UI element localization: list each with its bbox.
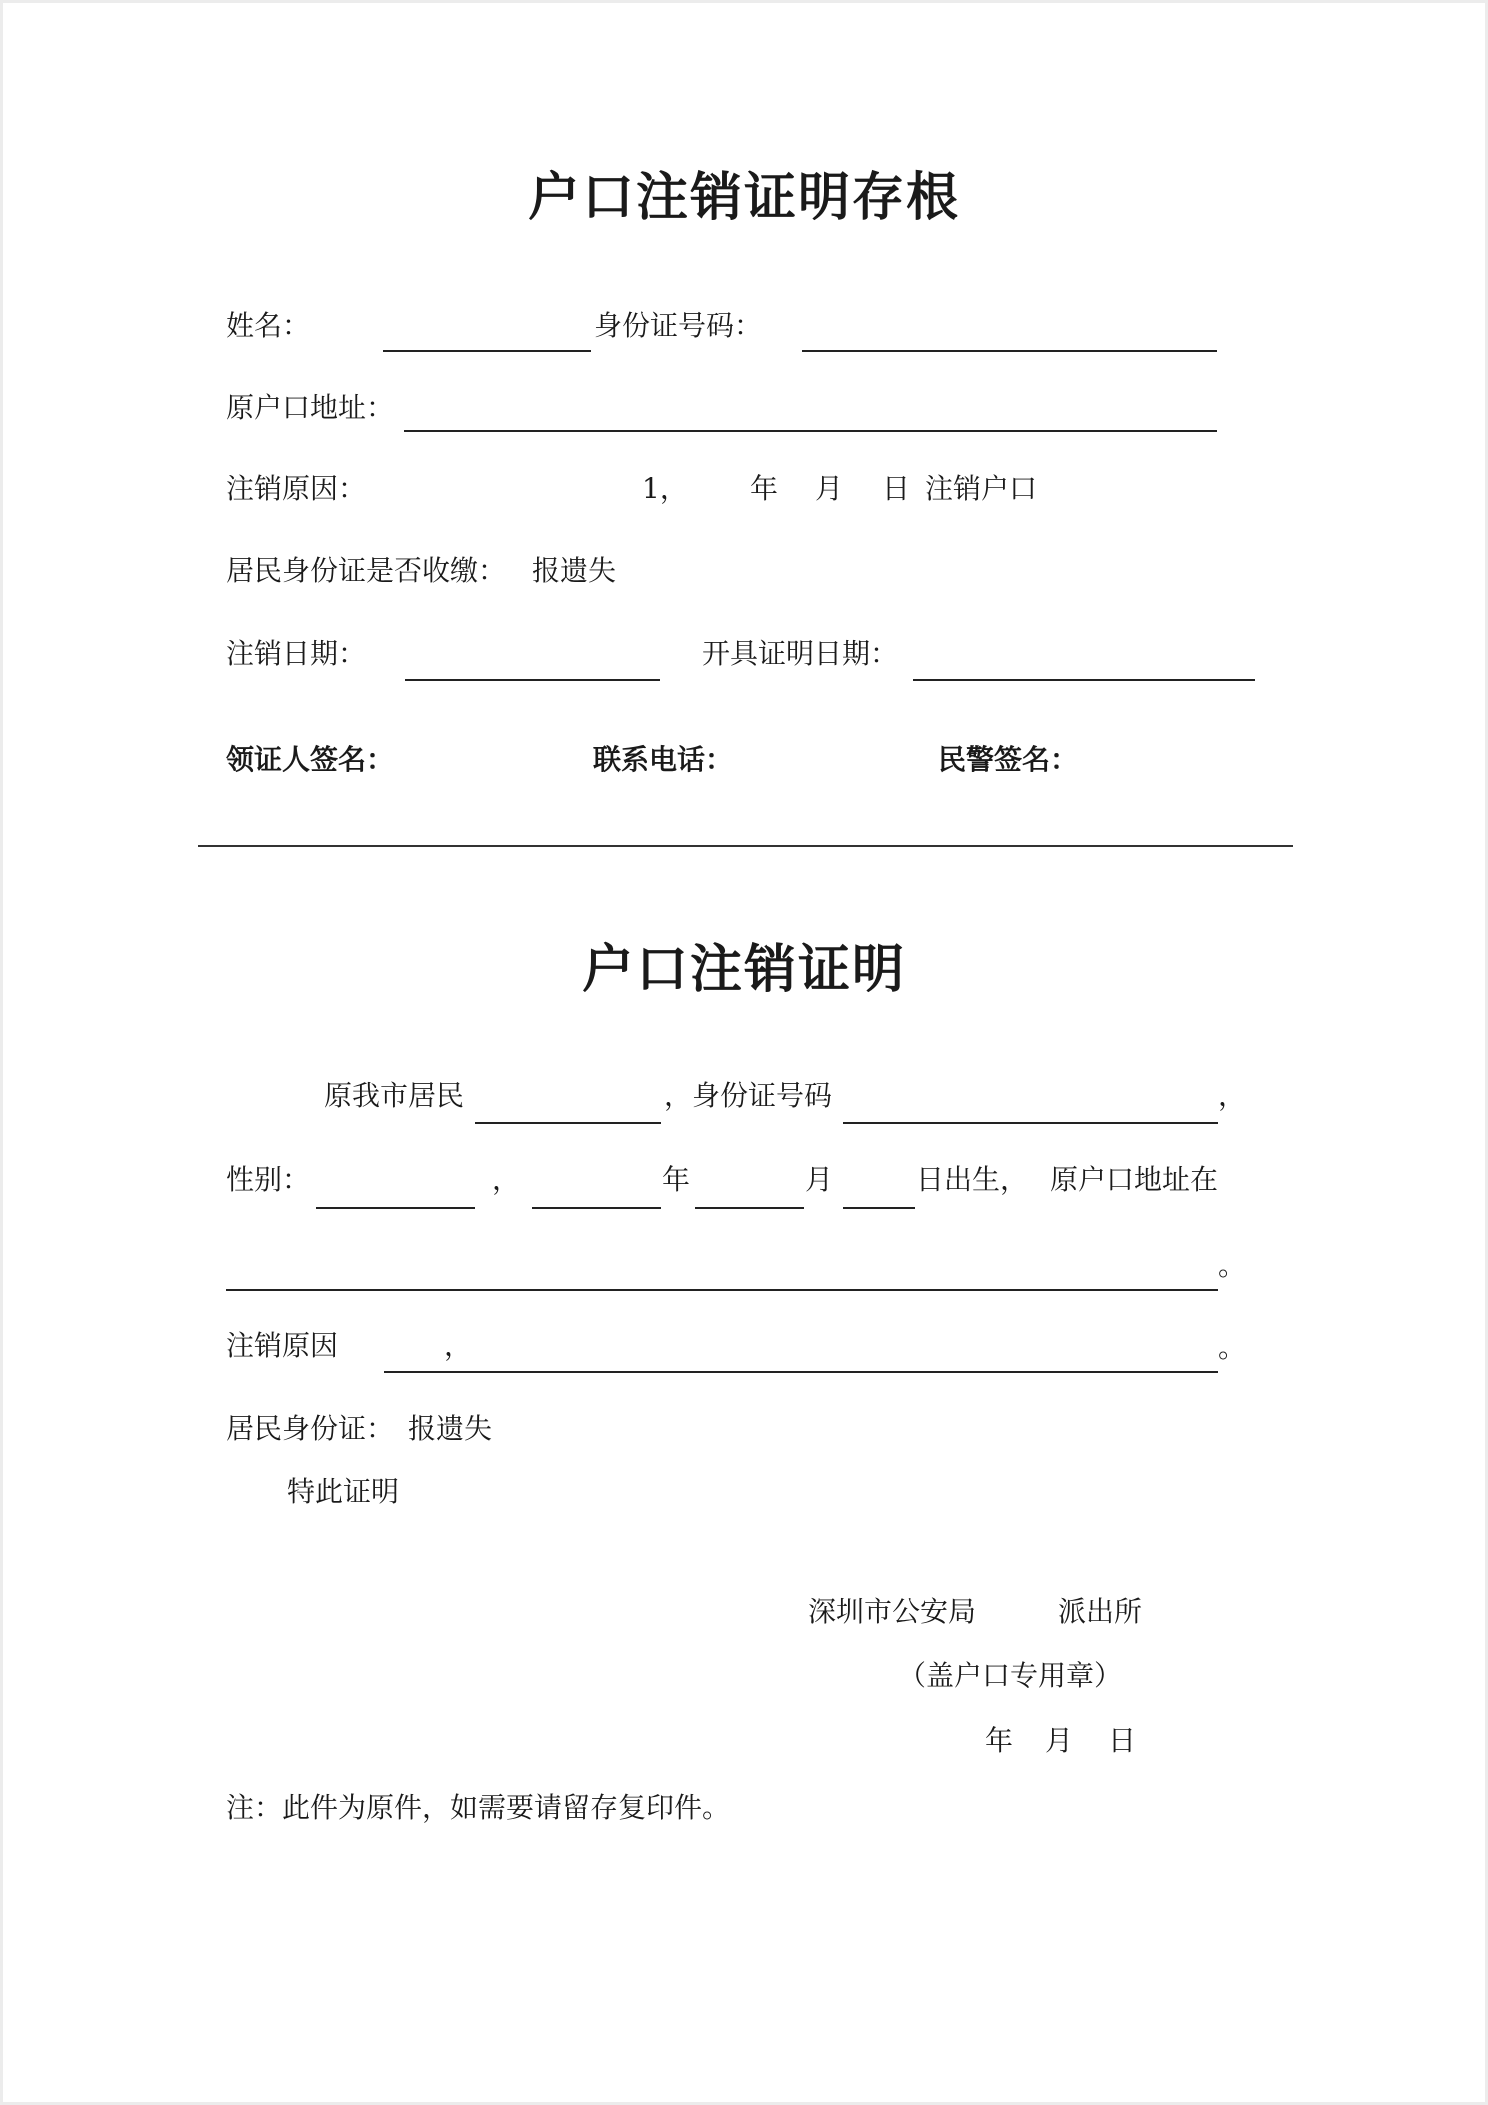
cert-id-field[interactable]	[843, 1122, 1218, 1124]
cert-gender-field[interactable]	[316, 1207, 475, 1209]
stub-reason-label: 注销原因：	[226, 472, 367, 505]
cert-birth-month: 月	[805, 1163, 834, 1196]
certificate-title: 户口注销证明	[581, 940, 906, 1000]
stub-reason-day: 日	[882, 472, 911, 505]
stub-reason-suffix: 注销户口	[925, 472, 1038, 505]
cert-comma: ，	[1218, 1079, 1247, 1112]
cert-reason-field[interactable]	[384, 1371, 1218, 1373]
cert-gender-label: 性别：	[226, 1163, 311, 1196]
cert-birth-year-field[interactable]	[532, 1207, 661, 1209]
stub-issue-date-field[interactable]	[913, 679, 1255, 681]
cert-period1: 。	[1218, 1249, 1247, 1282]
cert-reason-comma: ，	[444, 1329, 473, 1362]
cert-issuer-part1: 深圳市公安局	[808, 1595, 977, 1628]
stub-id-field[interactable]	[802, 350, 1217, 352]
stub-title: 户口注销证明存根	[527, 168, 960, 228]
stub-idcard-label: 居民身份证是否收缴：	[226, 554, 507, 587]
stub-address-label: 原户口地址：	[226, 391, 395, 424]
cert-footnote: 注：此件为原件，如需要请留存复印件。	[226, 1791, 731, 1824]
stub-reason-month: 月	[815, 472, 844, 505]
stub-idcard-value: 报遗失	[532, 554, 617, 587]
stub-reason-fragment: 1，	[642, 472, 688, 505]
stub-name-label: 姓名：	[226, 309, 311, 342]
cert-birth-month-field[interactable]	[695, 1207, 804, 1209]
stub-name-field[interactable]	[383, 350, 591, 352]
cert-address-field[interactable]	[226, 1289, 1218, 1291]
cert-comma2: ，	[492, 1163, 521, 1196]
cert-seal-note: （盖户口专用章）	[898, 1659, 1123, 1692]
cert-date-day: 日	[1108, 1724, 1137, 1757]
cert-reason-label: 注销原因	[226, 1329, 339, 1362]
cert-idcard-value: 报遗失	[408, 1412, 493, 1445]
cert-birth-suffix: 日出生，	[916, 1163, 1029, 1196]
cert-id-prefix: ，身份证号码	[664, 1079, 833, 1112]
cert-period2: 。	[1218, 1331, 1247, 1364]
cert-idcard-label: 居民身份证：	[226, 1412, 395, 1445]
cert-resident-name-field[interactable]	[475, 1122, 661, 1124]
cut-line	[198, 845, 1293, 847]
cert-date-month: 月	[1045, 1724, 1074, 1757]
stub-phone-label: 联系电话：	[593, 743, 734, 776]
stub-receiver-sign-label: 领证人签名：	[226, 743, 395, 776]
stub-police-sign-label: 民警签名：	[938, 743, 1079, 776]
stub-reason-year: 年	[750, 472, 779, 505]
cert-birth-year: 年	[662, 1163, 691, 1196]
cert-birth-day-field[interactable]	[843, 1207, 915, 1209]
cert-hereby: 特此证明	[287, 1475, 400, 1508]
cert-address-prefix: 原户口地址在	[1050, 1163, 1219, 1196]
cert-resident-prefix: 原我市居民	[324, 1079, 465, 1112]
stub-address-field[interactable]	[404, 430, 1217, 432]
stub-cancel-date-field[interactable]	[405, 679, 660, 681]
stub-id-label: 身份证号码：	[594, 309, 763, 342]
cert-issuer-part2: 派出所	[1058, 1595, 1143, 1628]
stub-cancel-date-label: 注销日期：	[226, 637, 367, 670]
cert-date-year: 年	[985, 1724, 1014, 1757]
stub-issue-date-label: 开具证明日期：	[702, 637, 899, 670]
